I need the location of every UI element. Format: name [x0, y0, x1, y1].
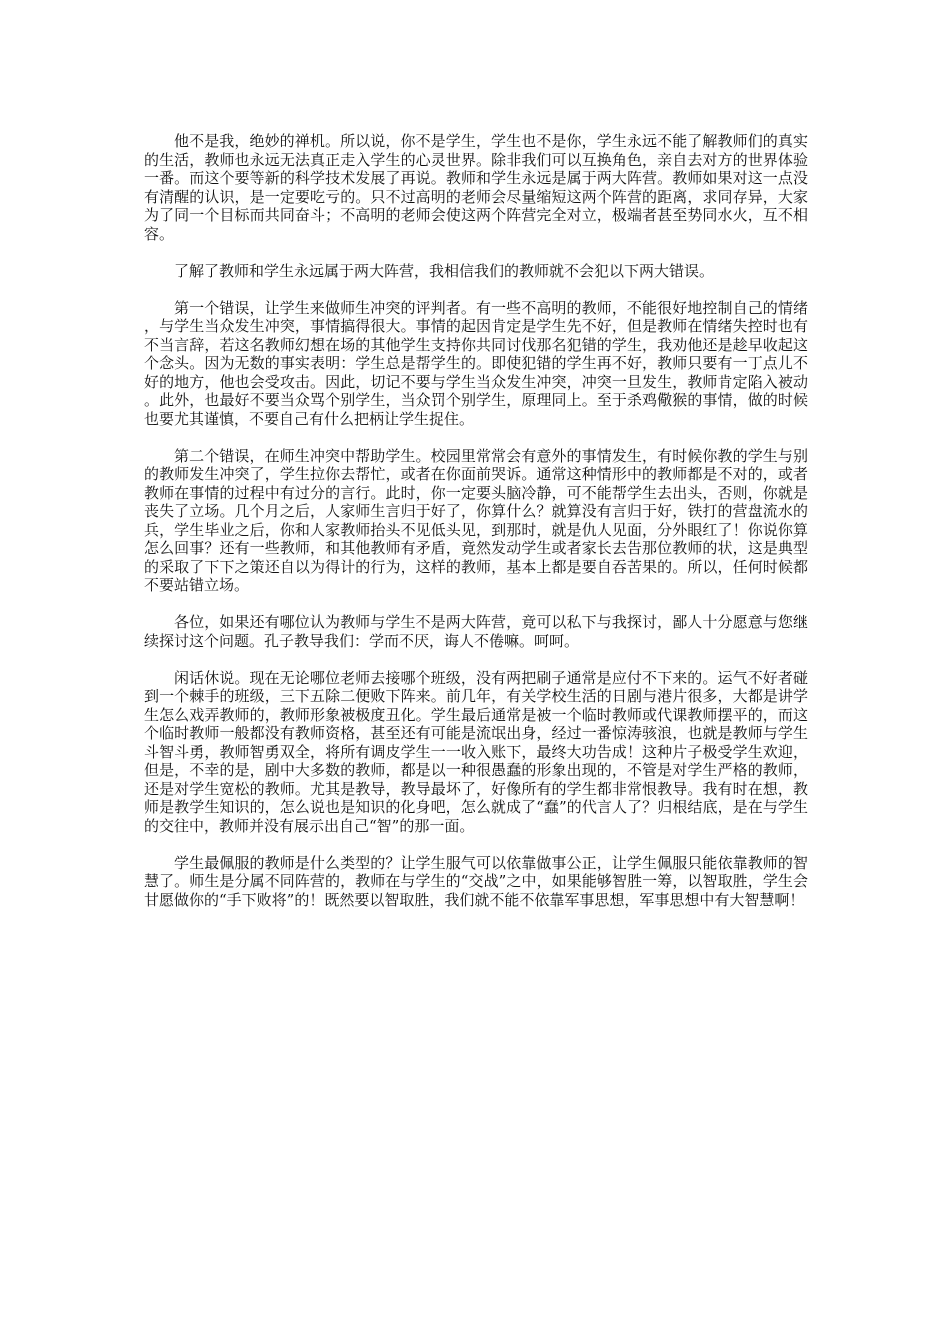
paragraph-two-mistakes-intro: 了解了教师和学生永远属于两大阵营，我相信我们的教师就不会犯以下两大错误。	[174, 261, 715, 280]
document-page	[144, 132, 808, 928]
paragraph-discussion-invite: 各位，如果还有哪位认为教师与学生不是两大阵营，竟可以私下与我探讨，鄙人十分愿意与您继续探讨这个问题。孔子教导我们：学而不厌，诲人不倦嘛。呵呵。	[144, 613, 808, 650]
paragraph-first-mistake: 第一个错误，让学生来做师生冲突的评判者。有一些不高明的教师，不能很好地控制自己的情绪，与学生当众发生冲突，事情搞得很大。事情的起因肯定是学生先不好，但是教师在情绪失控时也有不当言辞，若这名教师幻想在场的其他学生支持你共同讨伐那名犯错的学生，我劝他还是趁早收起这个念头。因为无数的事实表明：学生总是帮学生的。即使犯错的学生再不好，教师只要有一丁点儿不好的地方，他也会受攻击。因此，切记不要与学生当众发生冲突，冲突一旦发生，教师肯定陷入被动。此外，也最好不要当众骂个别学生，当众罚个别学生，原理同上。至于杀鸡儆猴的事情，做的时候也要尤其谨慎，不要自己有什么把柄让学生捉住。	[144, 298, 808, 428]
paragraph-second-mistake: 第二个错误，在师生冲突中帮助学生。校园里常常会有意外的事情发生，有时候你教的学生与别的教师发生冲突了，学生拉你去帮忙，或者在你面前哭诉。通常这种情形中的教师都是不对的，或者教师在事情的过程中有过分的言行。此时，你一定要头脑冷静，可不能帮学生去出头，否则，你就是丧失了立场。几个月之后，人家师生言归于好了，你算什么？就算没有言归于好，铁打的营盘流水的兵，学生毕业之后，你和人家教师抬头不见低头见，到那时，就是仇人见面，分外眼红了！你说你算怎么回事？还有一些教师，和其他教师有矛盾，竟然发动学生或者家长去告那位教师的状，这是典型的采取了下下之策还自以为得计的行为，这样的教师，基本上都是要自吞苦果的。所以，任何时候都不要站错立场。	[144, 446, 808, 594]
paragraph-two-camps: 他不是我，绝妙的禅机。所以说，你不是学生，学生也不是你，学生永远不能了解教师们的真实的生活，教师也永远无法真正走入学生的心灵世界。除非我们可以互换角色，亲自去对方的世界体验一番。而这个要等新的科学技术发展了再说。教师和学生永远是属于两大阵营。教师如果对这一点没有清醒的认识，是一定要吃亏的。只不过高明的老师会尽量缩短这两个阵营的距离，求同存异，大家为了同一个目标而共同奋斗；不高明的老师会使这两个阵营完全对立，极端者甚至势同水火，互不相容。	[144, 132, 808, 243]
paragraph-idle-talk: 闲话休说。现在无论哪位老师去接哪个班级，没有两把刷子通常是应付不下来的。运气不好者碰到一个棘手的班级，三下五除二便败下阵来。前几年，有关学校生活的日剧与港片很多，大都是讲学生怎么戏弄教师的，教师形象被极度丑化。学生最后通常是被一个临时教师或代课教师摆平的，而这个临时教师一般都没有教师资格，甚至还有可能是流氓出身，经过一番惊涛骇浪，也就是教师与学生斗智斗勇，教师智勇双全，将所有调皮学生一一收入账下，最终大功告成！这种片子极受学生欢迎，但是，不幸的是，剧中大多数的教师，都是以一种很愚蠢的形象出现的，不管是对学生严格的教师，还是对学生宽松的教师。尤其是教导，教导最坏了，好像所有的学生都非常恨教导。我有时在想，教师是教学生知识的，怎么说也是知识的化身吧，怎么就成了“蠢”的代言人了？归根结底，是在与学生的交往中，教师并没有展示出自己“智”的那一面。	[144, 668, 808, 835]
paragraph-wisdom: 学生最佩服的教师是什么类型的？让学生服气可以依靠做事公正，让学生佩服只能依靠教师的智慧了。师生是分属不同阵营的，教师在与学生的“交战”之中，如果能够智胜一筹，以智取胜，学生会甘愿做你的“手下败将”的！既然要以智取胜，我们就不能不依靠军事思想，军事思想中有大智慧啊！	[144, 853, 808, 909]
